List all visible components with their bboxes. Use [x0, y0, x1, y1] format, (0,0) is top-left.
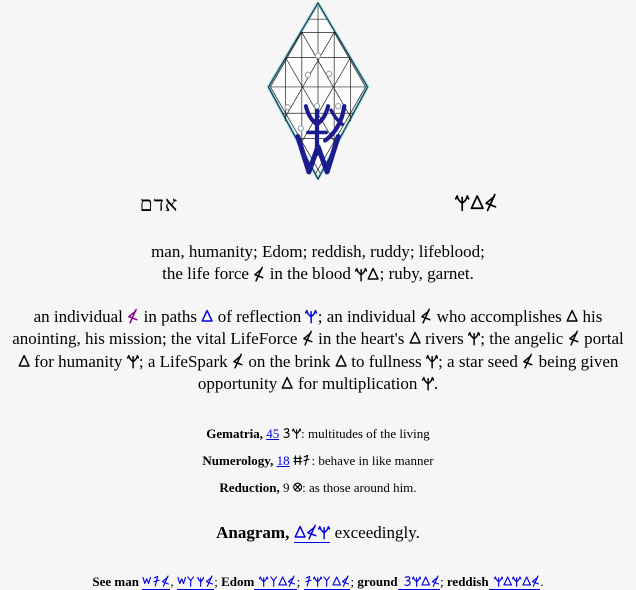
paleo-aleph-icon	[127, 308, 139, 324]
text-segment: being given opportunity	[197, 351, 619, 394]
text-segment: See	[92, 573, 115, 589]
text-segment: ,	[170, 573, 177, 589]
text-segment: an individual	[33, 306, 128, 326]
text-segment: ; an individual	[317, 306, 421, 326]
see-ground-link[interactable]	[398, 574, 440, 590]
paleo-mem-icon	[468, 330, 480, 346]
meaning-summary	[0, 241, 636, 286]
text-segment: ; the angelic	[480, 329, 568, 349]
text-segment: reddish	[446, 573, 489, 589]
paleo-mem-icon	[422, 375, 434, 391]
paleo-he-icon	[403, 575, 412, 587]
gematria-value-link[interactable]: 45	[266, 425, 280, 441]
text-segment: Numerology,	[202, 452, 277, 468]
paleo-aleph-icon	[531, 575, 540, 587]
reduction-row	[0, 480, 636, 496]
text-segment: ;	[296, 573, 304, 589]
text-segment: Edom	[221, 573, 255, 589]
text-segment: Gematria,	[206, 425, 267, 441]
text-segment: to fullness	[346, 351, 426, 371]
see-reddish-link[interactable]	[489, 573, 544, 590]
paleo-aleph-icon	[522, 353, 534, 369]
text-segment: rivers	[420, 329, 469, 349]
paleo-mem-icon	[455, 193, 469, 212]
diamond-emblem	[267, 2, 369, 180]
paleo-dalet-icon	[503, 575, 512, 587]
text-segment: Reduction,	[219, 479, 283, 495]
paleo-aleph-icon	[287, 575, 296, 587]
text-segment: in paths	[139, 306, 202, 326]
headline-row	[0, 192, 636, 217]
paleo-mem-icon	[512, 575, 521, 587]
anagram-link[interactable]	[294, 523, 331, 543]
paleo-vav-icon	[186, 575, 195, 587]
paleo-dalet-icon	[522, 575, 531, 587]
paleo-dalet-icon	[281, 375, 293, 391]
paleo-aleph-icon	[431, 575, 440, 587]
text-segment: Anagram,	[216, 522, 294, 542]
paleo-dalet-icon	[470, 193, 484, 212]
text-segment: portal	[579, 329, 624, 349]
paleo-dalet-icon	[421, 575, 430, 587]
text-segment: : behave in like manner	[311, 452, 434, 468]
text-segment: of reflection	[213, 306, 306, 326]
paleo-dalet-icon	[294, 524, 306, 540]
paleo-mem-icon	[305, 308, 317, 324]
paleo-mem-icon	[259, 575, 268, 587]
summary-line-1: man, humanity; Edom; reddish, ruddy; lifeblood;	[151, 242, 485, 261]
paleo-mem-icon	[127, 353, 139, 369]
text-segment: in the blood	[265, 264, 356, 284]
paleo-yod-icon	[302, 454, 311, 466]
paleo-mem-icon	[355, 266, 367, 282]
see-man-link-2[interactable]	[177, 574, 214, 590]
paleo-mem-icon	[426, 353, 438, 369]
paleo-yod-icon	[304, 575, 313, 587]
paleo-tet-icon	[293, 481, 302, 493]
paleo-dalet-icon	[335, 353, 347, 369]
text-segment: ;	[214, 573, 222, 589]
text-segment: ;	[350, 573, 358, 589]
paleo-aleph-icon	[302, 330, 314, 346]
text-segment: his anointing, his mission; the vital LifeForce	[12, 306, 603, 349]
text-segment: in the heart's	[313, 329, 409, 349]
hebrew-word: אדם	[139, 192, 179, 216]
paleo-mem-icon	[494, 575, 503, 587]
paleo-aleph-icon	[161, 575, 170, 587]
text-segment: .	[540, 573, 544, 589]
see-edomite-link[interactable]	[304, 574, 351, 590]
paleo-dalet-icon	[201, 308, 213, 324]
paleo-aleph-icon	[484, 193, 498, 212]
paleo-shin-icon	[177, 575, 186, 587]
paleo-yod-icon	[152, 575, 161, 587]
paleo-dalet-icon	[367, 266, 379, 282]
paleo-mem-icon	[292, 427, 301, 439]
paleo-dalet-icon	[566, 308, 578, 324]
paleo-vav-icon	[322, 575, 331, 587]
text-segment: : multitudes of the living	[301, 425, 430, 441]
text-segment: ; a star seed	[438, 351, 523, 371]
paleo-nun-icon	[196, 575, 205, 587]
text-segment: who accomplishes	[432, 306, 567, 326]
paleo-mem-icon	[412, 575, 421, 587]
paleo-chet-icon	[293, 454, 302, 466]
text-segment: on the brink	[244, 351, 335, 371]
text-segment: : as those around him.	[302, 479, 417, 495]
definition-dalet-link[interactable]	[201, 307, 213, 326]
text-segment: ground	[357, 573, 398, 589]
definition-aleph-link[interactable]	[127, 307, 139, 326]
see-edom-link[interactable]	[254, 574, 296, 590]
paleo-aleph-icon	[341, 575, 350, 587]
numerology-row	[0, 453, 636, 469]
definition-mem-link[interactable]	[305, 307, 317, 326]
paleo-mem-icon	[318, 524, 330, 540]
gematria-block	[0, 426, 636, 496]
definition-paragraph	[5, 306, 631, 396]
paleo-aleph-icon	[420, 308, 432, 324]
text-segment: ;	[440, 573, 447, 589]
paleo-aleph-icon	[205, 575, 214, 587]
text-segment: ; ruby, garnet.	[379, 264, 474, 284]
paleo-shin-icon	[142, 575, 151, 587]
paleo-dalet-icon	[332, 575, 341, 587]
paleo-mem-icon	[313, 575, 322, 587]
paleo-dalet-icon	[18, 353, 30, 369]
anagram-line	[0, 523, 636, 543]
text-segment: 9	[282, 479, 293, 495]
gematria-row	[0, 426, 636, 442]
text-segment: the life force	[162, 264, 254, 284]
text-segment: .	[433, 374, 439, 394]
text-segment: ; a LifeSpark	[138, 351, 232, 371]
paleo-aleph-icon	[232, 353, 244, 369]
paleo-aleph-icon	[568, 330, 580, 346]
paleo-vav-icon	[269, 575, 278, 587]
see-man-link-1[interactable]	[142, 574, 170, 590]
paleo-aleph-icon	[253, 266, 265, 282]
text-segment: exceedingly.	[330, 522, 420, 542]
text-segment: man	[114, 573, 143, 589]
paleo-word	[318, 192, 636, 217]
text-segment: for humanity	[29, 351, 127, 371]
paleo-he-icon	[282, 427, 291, 439]
paleo-aleph-icon	[306, 524, 318, 540]
paleo-dalet-icon	[278, 575, 287, 587]
summary-line-2	[0, 263, 636, 285]
numerology-value-link[interactable]: 18	[276, 452, 290, 468]
see-also-line	[0, 574, 636, 590]
text-segment: for multiplication	[293, 374, 422, 394]
paleo-dalet-icon	[409, 330, 421, 346]
